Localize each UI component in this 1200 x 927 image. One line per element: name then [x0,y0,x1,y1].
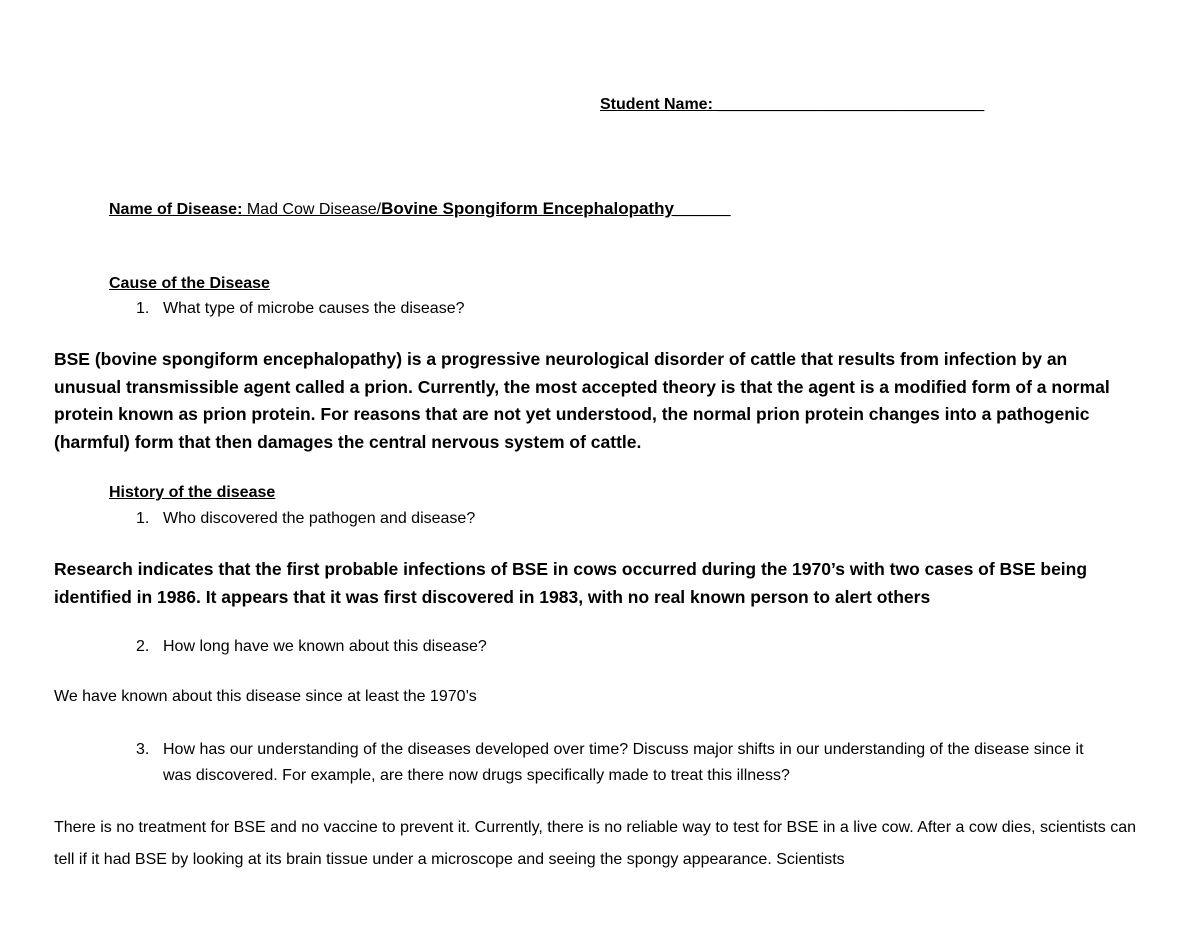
history-answer-1: Research indicates that the first probable infections of BSE in cows occurred during the 1970’s with two cases of BSE being identified in 1986. It appears that it was first discovered in 1983, with no real known person to alert others [54,559,1088,607]
question-number: 1. [136,300,150,317]
question-text: How long have we known about this disease? [163,638,487,655]
question-text: What type of microbe causes the disease? [163,300,465,317]
history-question-2 [136,638,487,656]
student-name-label: Student Name: [600,96,713,113]
student-name-line [600,96,984,114]
cause-heading: Cause of the Disease [109,275,270,292]
history-question-1 [136,510,475,528]
disease-name-line [109,199,731,219]
question-number: 2. [136,638,150,655]
disease-name-value-bold: Bovine Spongiform Encephalopathy______ [381,199,731,218]
disease-name-label: Name of Disease: [109,201,243,218]
question-text: Who discovered the pathogen and disease? [163,510,476,527]
question-text: How has our understanding of the diseases developed over time? Discuss major shifts in our understanding of the disease since it was discovered. For example, are there now drugs specifically made to treat this illness? [163,741,1084,784]
cause-answer: BSE (bovine spongiform encephalopathy) is a progressive neurological disorder of cattle that results from infection by an unusual transmissible agent called a prion. Currently, the most accepted theory is that the agent is a modified form of a normal protein known as prion protein. For reasons that are not yet understood, the normal prion protein changes into a pathogenic (harmful) form that then damages the central nervous system of cattle. [54,349,1110,452]
question-number: 1. [136,510,150,527]
history-question-3 [136,737,1096,789]
history-answer-2: We have known about this disease since at least the 1970’s [54,688,477,705]
question-number: 3. [136,741,150,758]
student-name-blank: ______________________________ [712,96,985,113]
history-answer-3: There is no treatment for BSE and no vaccine to prevent it. Currently, there is no reliable way to test for BSE in a live cow. After a cow dies, scientists can tell if it had BSE by looking at its brain tissue under a microscope and seeing the spongy appearance. Scientists [54,819,1136,868]
cause-question-1 [136,300,465,318]
history-heading: History of the disease [109,484,276,501]
disease-name-value-plain: Mad Cow Disease/ [242,201,382,218]
